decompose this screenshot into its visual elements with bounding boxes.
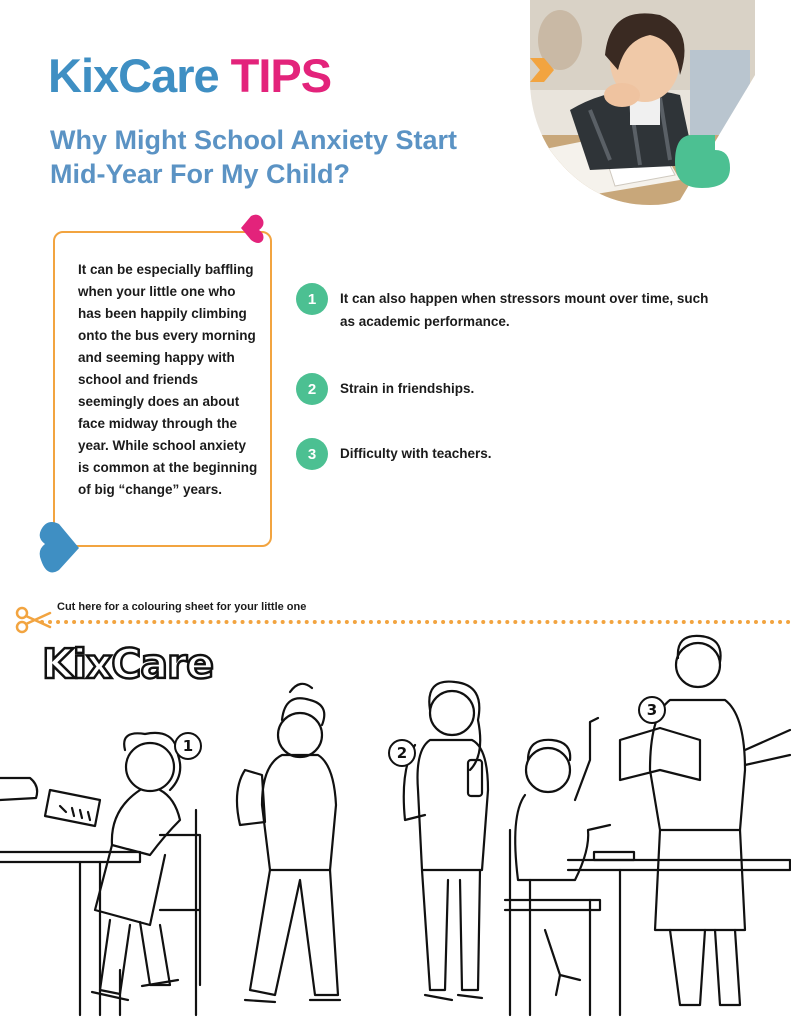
brand-care: Care [118, 49, 219, 102]
pink-heart-icon [237, 212, 265, 244]
girl3-head [430, 691, 474, 735]
tip-1-number: 1 [296, 283, 328, 315]
student-photo [530, 0, 755, 205]
tip-1-text: It can also happen when stressors mount over time, such as academic performance. [340, 291, 709, 329]
tip-3-text: Difficulty with teachers. [340, 446, 492, 461]
brand-tips: TIPS [230, 49, 332, 102]
brand-kix: Kix [48, 49, 119, 102]
teacher-book [620, 728, 700, 780]
tip-2-text: Strain in friendships. [340, 381, 475, 396]
tip-3-number: 3 [296, 438, 328, 470]
coloring-sheet [0, 630, 791, 1024]
green-heart-icon [675, 135, 730, 188]
right-desk [568, 860, 790, 870]
left-desk [0, 852, 140, 862]
tip-2-number: 2 [296, 373, 328, 405]
girl1-head [126, 743, 174, 791]
brand-logo [48, 49, 332, 102]
boy-head [526, 748, 570, 792]
cut-line [40, 620, 791, 624]
label-2: 2 [396, 744, 408, 762]
girl2-head [278, 713, 322, 757]
label-3: 3 [646, 701, 658, 719]
teacher-head [676, 643, 720, 687]
coloring-logo: KixCare [42, 640, 214, 688]
label-1: 1 [182, 737, 194, 755]
page-title: Why Might School Anxiety Start Mid-Year For My Child? [50, 125, 458, 189]
cut-instruction: Cut here for a colouring sheet for your little one [57, 601, 307, 613]
blue-heart-icon [37, 520, 81, 576]
hand-outline [0, 778, 37, 800]
backpack-1 [237, 770, 265, 825]
intro-text: It can be especially baffling when your little one who has been happily climbing onto the bus every morning and seeming happy with school and friends seemingly does an about face midway through the year. While school anxiety is common at the beginning of big “change” years. [78, 262, 258, 497]
